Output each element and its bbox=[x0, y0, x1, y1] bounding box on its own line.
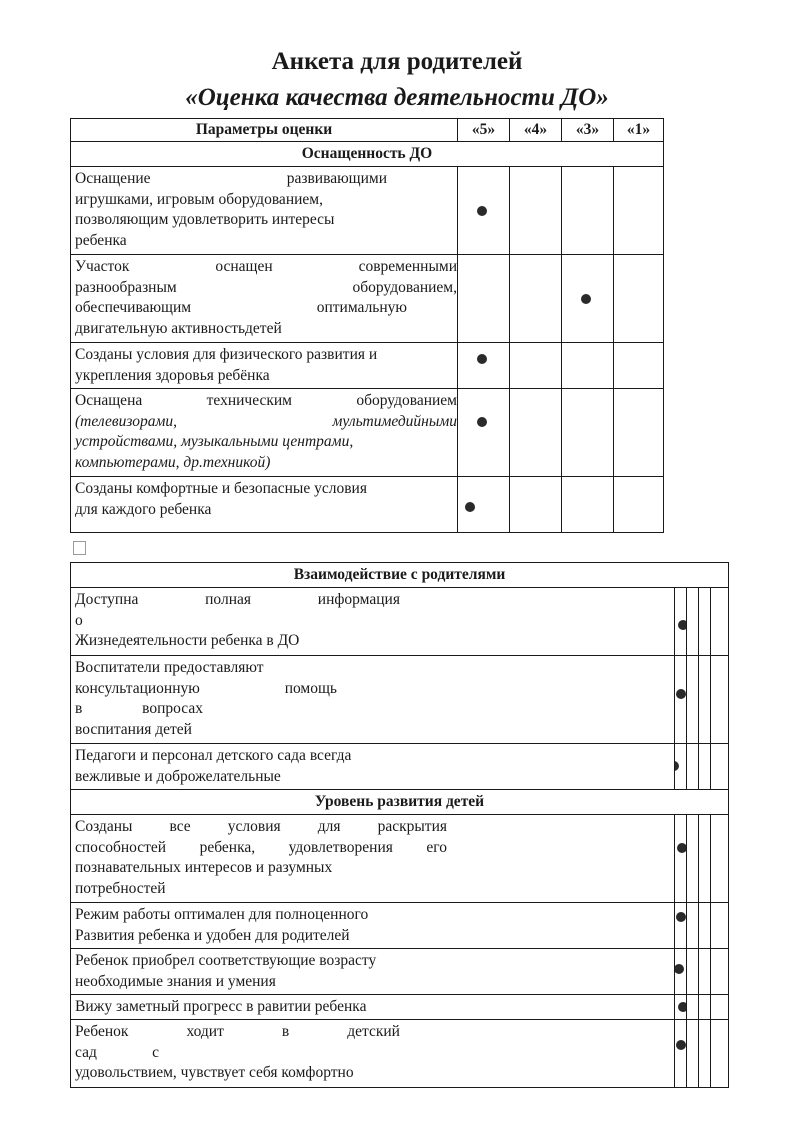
word: обеспечивающим bbox=[75, 299, 192, 316]
selected-mark-icon bbox=[465, 502, 475, 512]
grade-cell-4[interactable] bbox=[510, 389, 562, 477]
grade-cell-5[interactable] bbox=[675, 949, 687, 995]
grade-cell-4[interactable] bbox=[510, 343, 562, 389]
grade-cell-1[interactable] bbox=[711, 949, 729, 995]
grade-cell-5[interactable] bbox=[458, 477, 510, 533]
text-line: Режим работы оптимален для полноценного bbox=[75, 906, 369, 923]
grade-header-3: «3» bbox=[562, 119, 614, 142]
row-description bbox=[71, 167, 458, 255]
grade-cell-5[interactable] bbox=[458, 255, 510, 343]
word: техническим bbox=[206, 392, 292, 409]
grade-header-4: «4» bbox=[510, 119, 562, 142]
row-description bbox=[71, 1020, 675, 1088]
text-line: двигательную активностьдетей bbox=[75, 319, 282, 337]
row-description bbox=[71, 903, 675, 949]
word: Оснащение bbox=[75, 170, 151, 187]
word: Созданы bbox=[75, 818, 133, 835]
word: консультационную bbox=[75, 679, 200, 697]
text-line bbox=[75, 412, 457, 433]
word: условия bbox=[227, 818, 281, 835]
table-row bbox=[71, 1020, 729, 1088]
param-header: Параметры оценки bbox=[71, 119, 458, 142]
row-description bbox=[71, 588, 675, 656]
equipment-rating-table bbox=[70, 118, 664, 533]
text-line bbox=[75, 391, 457, 412]
grade-cell-1[interactable] bbox=[711, 903, 729, 949]
word: современными bbox=[358, 258, 457, 275]
grade-cell-4[interactable] bbox=[687, 588, 699, 656]
selected-mark-icon bbox=[678, 620, 687, 630]
table-row bbox=[71, 389, 664, 477]
text-line bbox=[75, 817, 447, 838]
text-line bbox=[75, 432, 457, 453]
grade-cell-3[interactable] bbox=[699, 903, 711, 949]
italic-text: компьютерами, др.техникой) bbox=[75, 453, 271, 471]
word: его bbox=[426, 838, 447, 856]
word: оборудованием, bbox=[352, 278, 457, 296]
grade-cell-1[interactable] bbox=[711, 744, 729, 790]
word: Ребенок bbox=[75, 1023, 129, 1040]
grade-cell-1[interactable] bbox=[614, 477, 664, 533]
selected-mark-icon bbox=[676, 912, 686, 922]
grade-cell-5[interactable] bbox=[675, 995, 687, 1020]
grade-cell-5[interactable] bbox=[675, 656, 687, 744]
row-description bbox=[71, 343, 458, 389]
text-line: познавательных интересов и разумных bbox=[75, 859, 333, 876]
selected-mark-icon bbox=[477, 354, 487, 364]
table-row bbox=[71, 167, 664, 255]
grade-cell-5[interactable] bbox=[675, 815, 687, 903]
table-row bbox=[71, 477, 664, 533]
grade-cell-1[interactable] bbox=[711, 1020, 729, 1088]
word: способностей bbox=[75, 838, 167, 856]
grade-cell-5[interactable] bbox=[675, 1020, 687, 1088]
word: для bbox=[317, 818, 341, 835]
grade-cell-4[interactable] bbox=[687, 744, 699, 790]
word: помощь bbox=[284, 679, 337, 697]
grade-cell-1[interactable] bbox=[711, 995, 729, 1020]
selected-mark-icon bbox=[581, 294, 591, 304]
text-line: игрушками, игровым оборудованием, bbox=[75, 190, 323, 208]
grade-cell-5[interactable] bbox=[458, 343, 510, 389]
grade-cell-4[interactable] bbox=[510, 167, 562, 255]
grade-cell-3[interactable] bbox=[562, 167, 614, 255]
word: оптимальную bbox=[316, 299, 407, 316]
row-description bbox=[71, 995, 675, 1020]
table-row bbox=[71, 343, 664, 389]
text-line bbox=[75, 699, 203, 720]
grade-cell-3[interactable] bbox=[699, 656, 711, 744]
grade-cell-3[interactable] bbox=[699, 588, 711, 656]
word: Оснащена bbox=[75, 392, 143, 409]
grade-cell-5[interactable] bbox=[675, 744, 687, 790]
word: полная bbox=[205, 591, 252, 608]
grade-cell-3[interactable] bbox=[699, 1020, 711, 1088]
text-line bbox=[75, 257, 457, 278]
row-description bbox=[71, 477, 458, 533]
grade-cell-4[interactable] bbox=[510, 255, 562, 343]
grade-cell-5[interactable] bbox=[675, 903, 687, 949]
word: (телевизорами, bbox=[75, 412, 177, 430]
grade-cell-1[interactable] bbox=[614, 167, 664, 255]
word: удовлетворения bbox=[288, 838, 393, 856]
word: с bbox=[152, 1043, 159, 1061]
selected-mark-icon bbox=[676, 1040, 686, 1050]
word: разнообразным bbox=[75, 278, 177, 296]
table-row bbox=[71, 949, 729, 995]
text-line: удовольствием, чувствует себя комфортно bbox=[75, 1064, 354, 1081]
grade-cell-3[interactable] bbox=[562, 255, 614, 343]
text-line: Вижу заметный прогресс в равитии ребенка bbox=[75, 998, 367, 1015]
grade-cell-4[interactable] bbox=[687, 903, 699, 949]
text-line: необходимые знания и умения bbox=[75, 972, 276, 990]
grade-cell-4[interactable] bbox=[687, 995, 699, 1020]
grade-cell-3[interactable] bbox=[562, 477, 614, 533]
grade-cell-4[interactable] bbox=[687, 656, 699, 744]
grade-cell-4[interactable] bbox=[687, 815, 699, 903]
row-description bbox=[71, 656, 675, 744]
word: все bbox=[169, 818, 191, 835]
text-line bbox=[75, 1022, 400, 1043]
grade-cell-3[interactable] bbox=[699, 995, 711, 1020]
word: в bbox=[281, 1023, 290, 1040]
text-line: Развития ребенка и удобен для родителей bbox=[75, 926, 350, 944]
grade-cell-5[interactable] bbox=[458, 389, 510, 477]
grade-cell-1[interactable] bbox=[614, 343, 664, 389]
table-row bbox=[71, 588, 729, 656]
text-line bbox=[75, 278, 457, 299]
row-description bbox=[71, 744, 675, 790]
word: ребенка, bbox=[199, 838, 256, 856]
italic-text: устройствами, музыкальными центрами, bbox=[75, 433, 354, 450]
row-description bbox=[71, 389, 458, 477]
selected-mark-icon bbox=[477, 417, 487, 427]
grade-cell-1[interactable] bbox=[614, 389, 664, 477]
word: информация bbox=[317, 591, 400, 608]
row-description bbox=[71, 815, 675, 903]
text-line: ребенка bbox=[75, 231, 127, 249]
text-line: вежливые и доброжелательные bbox=[75, 767, 281, 785]
grade-cell-3[interactable] bbox=[699, 744, 711, 790]
selected-mark-icon bbox=[678, 1002, 687, 1012]
table-row bbox=[71, 656, 729, 744]
grade-cell-3[interactable] bbox=[699, 949, 711, 995]
grade-cell-3[interactable] bbox=[699, 815, 711, 903]
text-line: для каждого ребенка bbox=[75, 500, 212, 518]
grade-header-5: «5» bbox=[458, 119, 510, 142]
row-description bbox=[71, 255, 458, 343]
selected-mark-icon bbox=[675, 761, 680, 771]
grade-cell-1[interactable] bbox=[711, 656, 729, 744]
grade-header-1: «1» bbox=[614, 119, 664, 142]
word: Участок bbox=[75, 258, 130, 275]
text-line: Созданы комфортные и безопасные условия bbox=[75, 480, 367, 497]
grade-cell-1[interactable] bbox=[711, 815, 729, 903]
text-line bbox=[75, 590, 400, 611]
section-child-development: Уровень развития детей bbox=[71, 790, 729, 815]
row-description bbox=[71, 949, 675, 995]
table-row bbox=[71, 255, 664, 343]
word: ходит bbox=[186, 1023, 224, 1040]
word: раскрытия bbox=[377, 818, 447, 835]
text-line: воспитания детей bbox=[75, 720, 192, 738]
word: оборудованием bbox=[356, 392, 457, 409]
word: в bbox=[75, 700, 83, 717]
text-line: укрепления здоровья ребёнка bbox=[75, 366, 270, 384]
table-row bbox=[71, 903, 729, 949]
word: мультимедийными bbox=[332, 412, 457, 430]
grade-cell-3[interactable] bbox=[562, 389, 614, 477]
text-line bbox=[75, 298, 457, 319]
selected-mark-icon bbox=[676, 689, 686, 699]
selected-mark-icon bbox=[675, 964, 685, 974]
word: сад bbox=[75, 1043, 97, 1061]
questionnaire-subtitle: «Оценка качества деятельности ДО» bbox=[185, 84, 609, 111]
text-line bbox=[75, 1043, 159, 1064]
text-line: Ребенок приобрел соответствующие возрасту bbox=[75, 952, 377, 969]
table-row bbox=[71, 995, 729, 1020]
section-interaction-parents: Взаимодействие с родителями bbox=[71, 563, 729, 588]
text-line bbox=[75, 679, 337, 700]
text-line: Созданы условия для физического развития и bbox=[75, 346, 378, 363]
selected-mark-icon bbox=[477, 206, 487, 216]
text-line bbox=[75, 838, 447, 859]
text-line: Жизнедеятельности ребенка в ДО bbox=[75, 632, 300, 649]
text-line: Педагоги и персонал детского сада всегда bbox=[75, 747, 352, 764]
selected-mark-icon bbox=[677, 843, 687, 853]
word: Доступна bbox=[75, 591, 139, 608]
word: развивающими bbox=[286, 170, 387, 187]
word: детский bbox=[347, 1023, 400, 1040]
empty-checkbox[interactable] bbox=[73, 541, 86, 555]
grade-cell-1[interactable] bbox=[711, 588, 729, 656]
word: вопросах bbox=[142, 700, 203, 717]
word: оснащен bbox=[215, 258, 273, 275]
grade-cell-5[interactable] bbox=[458, 167, 510, 255]
grade-cell-4[interactable] bbox=[687, 949, 699, 995]
text-line: Воспитатели предоставляют bbox=[75, 659, 264, 676]
text-line: потребностей bbox=[75, 879, 166, 897]
text-line: позволяющим удовлетворить интересы bbox=[75, 211, 335, 228]
text-line: о bbox=[75, 611, 83, 629]
table-row bbox=[71, 815, 729, 903]
text-line bbox=[75, 169, 457, 190]
grade-cell-4[interactable] bbox=[687, 1020, 699, 1088]
parents-development-table bbox=[70, 562, 729, 1088]
grade-cell-5[interactable] bbox=[675, 588, 687, 656]
section-equipment: Оснащенность ДО bbox=[71, 142, 664, 167]
grade-cell-1[interactable] bbox=[614, 255, 664, 343]
grade-cell-4[interactable] bbox=[510, 477, 562, 533]
text-line bbox=[75, 453, 457, 474]
questionnaire-title: Анкета для родителей bbox=[271, 48, 523, 75]
table-row bbox=[71, 744, 729, 790]
grade-cell-3[interactable] bbox=[562, 343, 614, 389]
